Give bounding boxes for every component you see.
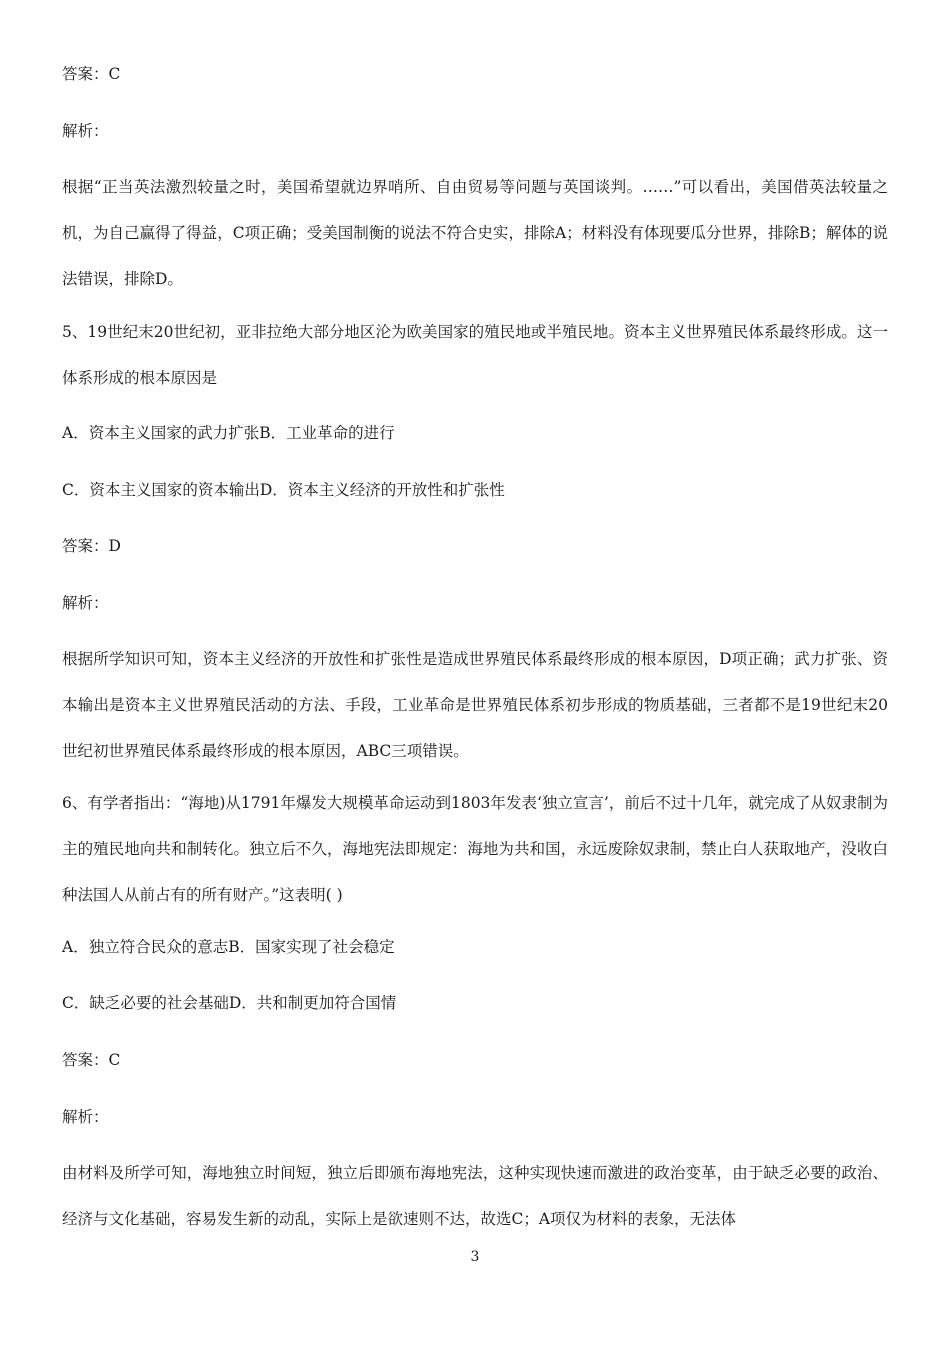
question-q5: 5、19世纪末20世纪初，亚非拉绝大部分地区沦为欧美国家的殖民地或半殖民地。资本主义世界殖民体系最终形成。这一体系形成的根本原因是 — [62, 323, 888, 387]
analysis-label-q4: 解析： — [62, 122, 109, 140]
analysis-text-q6: 由材料及所学可知，海地独立时间短，独立后即颁布海地宪法，这种实现快速而激进的政治变革，由于缺乏必要的政治、经济与文化基础，容易发生新的动乱，实际上是欲速则不达，故选C；A项仅为材料的表象，无法体 — [62, 1164, 888, 1228]
page-number: 3 — [470, 1249, 480, 1265]
answer-q6: 答案：C — [62, 1051, 121, 1069]
options-q5-line2: C．资本主义国家的资本输出D．资本主义经济的开放性和扩张性 — [62, 481, 505, 499]
analysis-label-q6: 解析： — [62, 1108, 109, 1126]
options-q6-line1: A．独立符合民众的意志B．国家实现了社会稳定 — [62, 938, 395, 956]
analysis-text-q5: 根据所学知识可知，资本主义经济的开放性和扩张性是造成世界殖民体系最终形成的根本原因，D项正确；武力扩张、资本输出是资本主义世界殖民活动的方法、手段，工业革命是世界殖民体系初步形成的物质基础，三者都不是19世纪末20世纪初世界殖民体系最终形成的根本原因，ABC三项错误。 — [62, 650, 888, 760]
analysis-text-q4: 根据“正当英法激烈较量之时，美国希望就边界哨所、自由贸易等问题与英国谈判。……”可以看出，美国借英法较量之机，为自己赢得了得益，C项正确；受美国制衡的说法不符合史实，排除A；材料没有体现要瓜分世界，排除B；解体的说法错误，排除D。 — [62, 178, 888, 288]
options-q6-line2: C．缺乏必要的社会基础D．共和制更加符合国情 — [62, 994, 397, 1012]
analysis-label-q5: 解析： — [62, 594, 109, 612]
answer-q4: 答案：C — [62, 65, 121, 83]
options-q5-line1: A．资本主义国家的武力扩张B．工业革命的进行 — [62, 424, 395, 442]
answer-q5: 答案：D — [62, 537, 121, 555]
question-q6: 6、有学者指出：“海地)从1791年爆发大规模革命运动到1803年发表‘独立宣言’，前后不过十几年，就完成了从奴隶制为主的殖民地向共和制转化。独立后不久，海地宪法即规定：海地为共和国，永远废除奴隶制，禁止白人获取地产，没收白种法国人从前占有的所有财产。”这表明( ) — [62, 794, 888, 904]
